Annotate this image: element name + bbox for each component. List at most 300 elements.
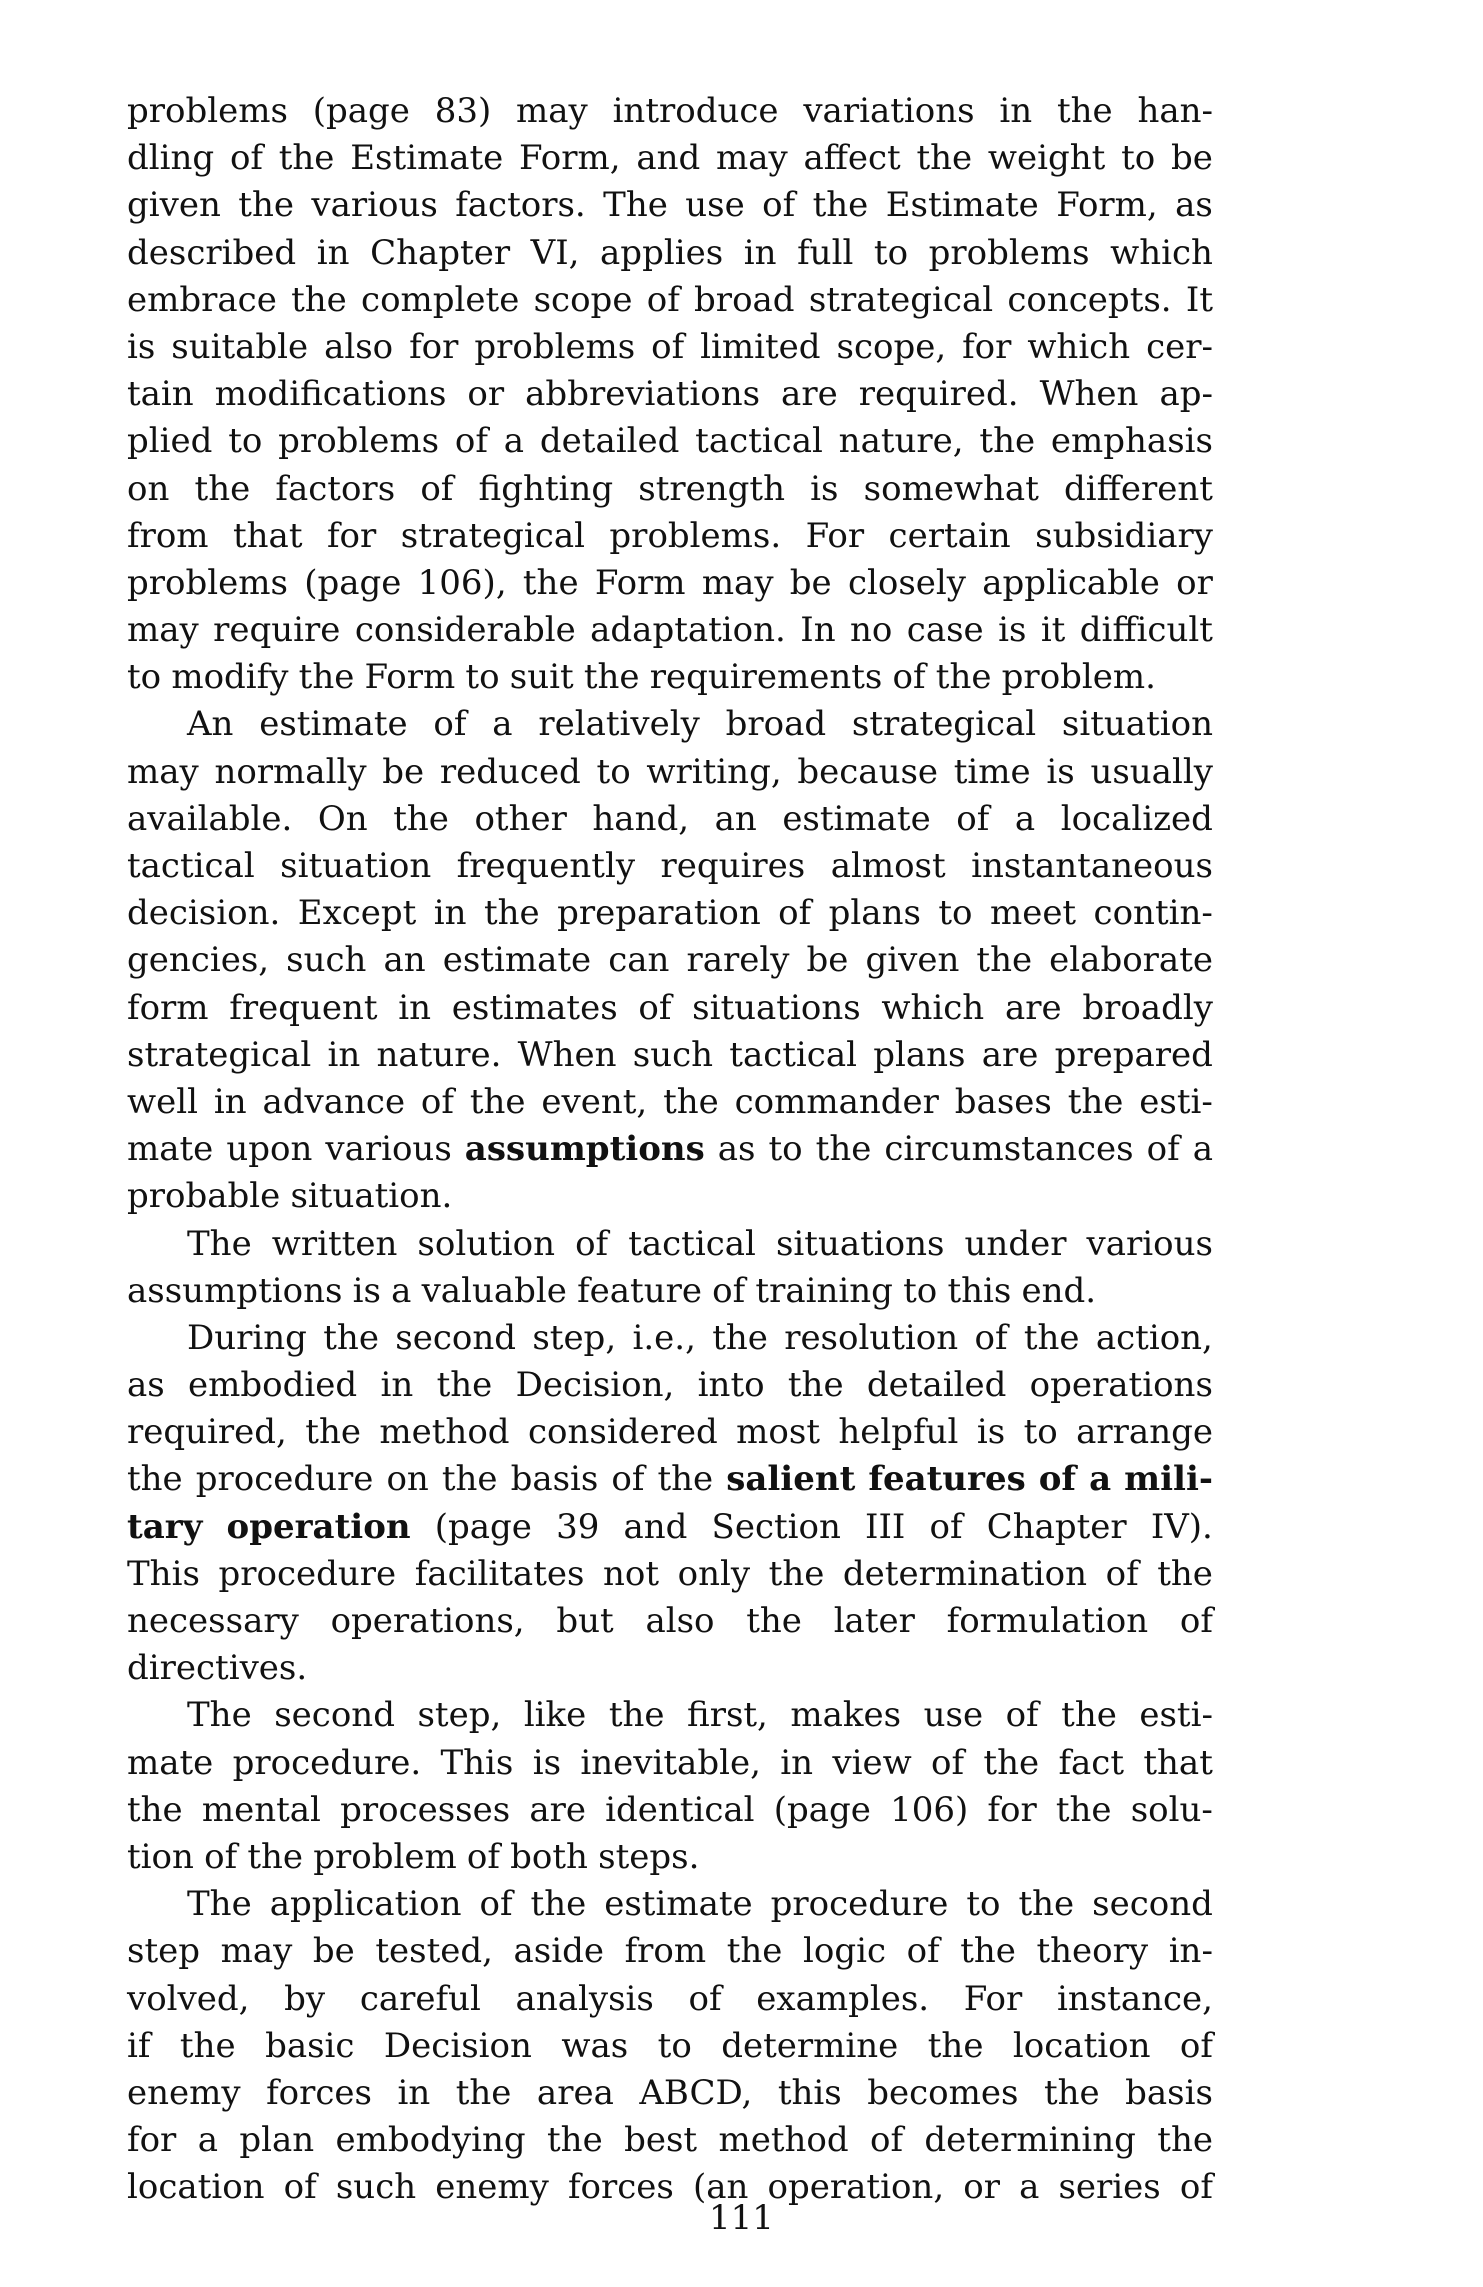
word: Form, (1056, 185, 1158, 226)
word: elaborate (1049, 940, 1213, 981)
word: method (718, 2120, 849, 2161)
word: operations, (330, 1601, 525, 1641)
text-line (127, 1409, 1213, 1456)
word: end. (1021, 1270, 1097, 1311)
word: processes (340, 1789, 511, 1830)
word: are (529, 1789, 587, 1830)
word: in (213, 1081, 247, 1122)
word: Form (364, 657, 456, 698)
word: of (283, 2167, 317, 2208)
word: the (194, 468, 251, 509)
word: cer- (1146, 326, 1213, 367)
text-line (127, 324, 1213, 371)
word: forces (266, 2072, 372, 2113)
word: is (532, 1742, 562, 1783)
word: the (583, 657, 640, 698)
text-line (127, 843, 1213, 890)
word: circumstances (884, 1129, 1134, 1170)
paragraph (127, 88, 1213, 701)
word: facilitates (414, 1553, 585, 1594)
word: considered (527, 1412, 718, 1453)
word: as (127, 1365, 165, 1406)
text-line (127, 1928, 1213, 1975)
paragraph (127, 701, 1213, 1220)
word: writing, (646, 751, 782, 792)
text-line (127, 513, 1213, 560)
word: becomes (867, 2072, 1019, 2113)
word: almost (830, 846, 946, 886)
word: of (638, 987, 672, 1028)
word: the (436, 1365, 493, 1406)
word: reduced (439, 751, 581, 792)
text-line (127, 937, 1213, 984)
word: Chapter (370, 232, 511, 273)
word: estimate (442, 940, 592, 981)
word: are (781, 374, 838, 415)
word: which (881, 987, 985, 1028)
word: as (717, 1129, 756, 1170)
word: or (467, 374, 505, 415)
word: of (466, 1836, 500, 1877)
word: enemy (435, 2167, 549, 2208)
word: for (127, 2120, 177, 2161)
word: a (1019, 2167, 1040, 2208)
text-line (127, 1881, 1213, 1928)
word: may (127, 751, 199, 792)
word: that (233, 515, 303, 556)
word: other (474, 798, 567, 839)
word: instance, (1056, 1978, 1213, 2019)
text-line (127, 890, 1213, 937)
word: directives. (127, 1648, 308, 1689)
word: the (547, 2120, 603, 2161)
word: tain (127, 374, 194, 415)
word: application (269, 1884, 462, 1925)
word: esti- (1139, 1695, 1213, 1736)
text-line (127, 796, 1213, 843)
word: affect (803, 138, 901, 179)
word: problem (313, 1836, 457, 1877)
word: suitable (171, 326, 309, 367)
word: the (455, 2072, 512, 2113)
word: It (1185, 279, 1213, 320)
word: procedure. (232, 1742, 422, 1783)
word: described (127, 232, 297, 273)
word: resolution (784, 1317, 959, 1358)
text-line (127, 182, 1213, 229)
word: The (603, 185, 668, 226)
word: considerable (354, 610, 576, 651)
word: the (927, 2025, 984, 2066)
word: problems (278, 421, 440, 462)
word: to (1023, 1412, 1058, 1453)
word: case (906, 610, 984, 651)
word: not (603, 1553, 660, 1594)
word: the (238, 185, 294, 226)
word: the (530, 1884, 587, 1925)
text-line (127, 277, 1213, 324)
word: the (657, 1459, 714, 1500)
text-line (127, 135, 1213, 182)
word: dling (127, 138, 215, 179)
word: Estimate (885, 185, 1039, 226)
word: best (624, 2120, 698, 2161)
word: When (1039, 374, 1139, 415)
word: in (380, 1365, 414, 1406)
text-line (127, 1692, 1213, 1739)
word: the (935, 657, 992, 698)
word: plans (828, 893, 921, 934)
word: situation. (290, 1176, 453, 1217)
word: An (187, 704, 234, 745)
word: helpful (838, 1412, 959, 1453)
word: like (523, 1695, 587, 1736)
word: frequently (456, 846, 636, 886)
text-line (127, 466, 1213, 513)
word: tactical (729, 1034, 857, 1075)
word: the (291, 279, 347, 320)
word: operation, (767, 2167, 945, 2208)
text-line (127, 1504, 1213, 1551)
text-line (127, 1079, 1213, 1126)
text-line (127, 1456, 1213, 1503)
word: the (484, 893, 540, 934)
word: of (1179, 1601, 1213, 1641)
word: Estimate (350, 138, 504, 179)
word: procedure (770, 1884, 949, 1925)
word: applies (600, 232, 724, 273)
word: procedure (218, 1553, 397, 1594)
word: The (187, 1884, 252, 1925)
word: preparation (557, 893, 761, 934)
word: use (685, 185, 745, 226)
word: Decision (383, 2025, 532, 2066)
word: emphasis (1050, 421, 1213, 462)
word: given (865, 940, 960, 981)
word: the (278, 138, 335, 179)
word: upon (226, 1129, 313, 1170)
word: features (868, 1459, 1026, 1500)
word: of (229, 138, 263, 179)
word: of (420, 468, 454, 509)
word: identical (605, 1789, 755, 1830)
word: for (326, 515, 377, 556)
word: ABCD, (639, 2072, 753, 2113)
text-line (127, 1787, 1213, 1834)
word: tactical (628, 1223, 756, 1264)
word: of (646, 279, 680, 320)
word: which (1110, 232, 1213, 273)
word: embodying (335, 2120, 526, 2161)
word: basis (510, 1459, 599, 1500)
word: 83) (434, 91, 492, 131)
word: the (976, 940, 1033, 981)
word: 39 (556, 1506, 600, 1547)
word: this (777, 2072, 842, 2113)
word: a (391, 1270, 412, 1311)
word: The (187, 1695, 252, 1736)
text-line (127, 1551, 1213, 1598)
word: solution (417, 1223, 555, 1264)
word: and (623, 1506, 688, 1547)
word: mate (127, 1129, 214, 1170)
word: the (608, 1695, 665, 1736)
word: formulation (946, 1601, 1149, 1641)
word: commander (734, 1081, 939, 1122)
word: theory (1036, 1931, 1149, 1972)
word: to (966, 1884, 1001, 1925)
text-line (127, 2070, 1213, 2117)
word: On (317, 798, 368, 839)
word: embodied (188, 1365, 358, 1406)
text-line (127, 88, 1213, 135)
word: solu- (1130, 1789, 1213, 1830)
word: situation (1061, 704, 1213, 745)
word: problems (127, 562, 288, 603)
word: the (768, 1553, 825, 1594)
word: situations (692, 987, 861, 1028)
word: the (441, 1459, 498, 1500)
word: the (712, 1317, 768, 1358)
word: time (953, 751, 1031, 792)
word: analysis (515, 1978, 654, 2019)
word: factors. (455, 185, 586, 226)
word: 106) (890, 1789, 969, 1830)
text-line (127, 560, 1213, 607)
word: During (187, 1317, 307, 1358)
word: to (127, 657, 162, 698)
word: contin- (1093, 893, 1213, 934)
word: han- (1137, 91, 1213, 131)
word: series (1058, 2167, 1161, 2208)
word: the (815, 1129, 872, 1170)
word: or (963, 2167, 1000, 2208)
text-line (127, 1834, 1213, 1881)
word: complete (361, 279, 520, 320)
word: in- (1168, 1931, 1213, 1972)
word: of (1038, 1459, 1077, 1500)
word: fact (1058, 1742, 1125, 1783)
text-line (127, 2023, 1213, 2070)
text-line (127, 2117, 1213, 2164)
word: as (1175, 185, 1213, 226)
paragraph (127, 1881, 1213, 2211)
word: of (575, 1223, 609, 1264)
word: the (1061, 1695, 1117, 1736)
word: the (298, 657, 355, 698)
word: various (1086, 1223, 1213, 1264)
word: to (938, 893, 973, 934)
word: the (916, 138, 973, 179)
word: the (323, 1317, 379, 1358)
word: The (187, 1223, 252, 1264)
word: form (127, 987, 209, 1028)
word: various (311, 185, 438, 226)
word: different (1064, 468, 1213, 509)
word: bases (954, 1081, 1052, 1122)
word: operation (226, 1506, 411, 1547)
word: variations (803, 91, 975, 131)
word: for (962, 326, 1012, 367)
word: both (510, 1836, 588, 1877)
text-line (127, 1268, 1213, 1315)
word: training (755, 1270, 893, 1311)
word: This (440, 1742, 514, 1783)
word: inevitable, (580, 1742, 761, 1783)
text-line (127, 1598, 1213, 1645)
word: procedure (195, 1459, 374, 1500)
word: tion (127, 1836, 194, 1877)
word: concepts. (1007, 279, 1172, 320)
word: the (179, 2025, 236, 2066)
word: of (1179, 2167, 1213, 2208)
word: in (397, 2072, 431, 2113)
word: of (479, 1884, 513, 1925)
word: second (1092, 1884, 1213, 1925)
word: prepared (1054, 1034, 1213, 1075)
word: factors (275, 468, 396, 509)
word: applicable (982, 562, 1160, 603)
word: is (127, 326, 156, 367)
word: to (465, 657, 500, 698)
word: to (768, 1129, 803, 1170)
word: require (213, 610, 341, 651)
text-line (127, 1362, 1213, 1409)
word: the (1157, 2120, 1213, 2161)
word: meet (989, 893, 1077, 934)
paragraph (127, 1692, 1213, 1881)
word: abbreviations (525, 374, 761, 415)
word: well (127, 1081, 198, 1122)
word: III (865, 1506, 906, 1547)
word: the (1018, 1884, 1075, 1925)
text-line (127, 654, 1213, 701)
word: aside (513, 1931, 604, 1972)
word: basis (1125, 2072, 1213, 2113)
word: be (312, 1931, 355, 1972)
word: detailed (539, 421, 680, 462)
word: into (697, 1365, 765, 1406)
word: modifications (214, 374, 447, 415)
word: VI, (530, 232, 580, 273)
word: assumptions (464, 1129, 705, 1170)
word: 106), (417, 562, 507, 603)
text-line (127, 1645, 1213, 1692)
word: the (1157, 1553, 1213, 1594)
word: that (1143, 1742, 1213, 1783)
word: plied (127, 421, 213, 462)
word: volved, (127, 1978, 250, 2019)
word: was (561, 2025, 629, 2066)
word: estimate (782, 798, 931, 839)
page-number: 111 (709, 2198, 774, 2238)
word: method (379, 1412, 510, 1453)
word: closely (847, 562, 966, 603)
word: in (780, 1742, 814, 1783)
word: valuable (421, 1270, 567, 1311)
text-line (127, 371, 1213, 418)
word: may (220, 1931, 293, 1972)
word: on (127, 468, 170, 509)
word: are (981, 1034, 1039, 1075)
word: be (1171, 138, 1213, 179)
word: is (352, 1270, 381, 1311)
word: location (1012, 2025, 1151, 2066)
word: the (305, 1412, 361, 1453)
word: in (327, 1034, 361, 1075)
word: the (522, 562, 579, 603)
word: the (726, 1931, 783, 1972)
word: salient (726, 1459, 856, 1500)
page-body (127, 88, 1213, 2211)
word: limited (700, 326, 821, 367)
word: a (1014, 798, 1036, 839)
word: the (746, 1601, 802, 1641)
word: the (469, 1081, 526, 1122)
word: advance (262, 1081, 406, 1122)
word: to (903, 1270, 938, 1311)
word: situations (775, 1223, 945, 1264)
text-line (127, 701, 1213, 748)
word: is (976, 1412, 1006, 1453)
word: adaptation. (590, 610, 786, 651)
word: it (1040, 610, 1066, 651)
word: the (1056, 91, 1113, 131)
word: examples. (756, 1978, 930, 2019)
word: second (395, 1317, 517, 1358)
word: view (832, 1742, 912, 1783)
word: broad (694, 279, 795, 320)
word: estimate (259, 704, 408, 745)
word: to (657, 2025, 692, 2066)
word: Section (711, 1506, 841, 1547)
word: makes (790, 1695, 902, 1736)
word: can (608, 940, 670, 981)
word: probable (127, 1176, 281, 1217)
text-line (127, 230, 1213, 277)
word: strategical (851, 704, 1037, 745)
word: estimate (604, 1884, 753, 1925)
word: problems (928, 232, 1090, 273)
word: careful (359, 1978, 481, 2019)
paragraph (127, 1315, 1213, 1693)
word: of (778, 893, 812, 934)
word: written (271, 1223, 398, 1264)
word: decision. (127, 893, 281, 934)
word: may (127, 610, 199, 651)
word: for (987, 1789, 1037, 1830)
word: weight (987, 138, 1106, 179)
word: of (1105, 1553, 1139, 1594)
word: arrange (1076, 1412, 1213, 1453)
word: mili- (1124, 1459, 1213, 1500)
word: introduce (612, 91, 779, 131)
word: be (789, 562, 832, 603)
word: modify (171, 657, 289, 698)
text-line (127, 1740, 1213, 1787)
text-line (127, 607, 1213, 654)
word: (page (304, 562, 402, 603)
word: is (810, 468, 839, 509)
word: certain (888, 515, 1011, 556)
word: usually (1090, 751, 1213, 792)
word: the (812, 185, 869, 226)
word: tactical (127, 846, 255, 886)
text-line (127, 749, 1213, 796)
word: from (127, 515, 209, 556)
word: situation (280, 846, 432, 886)
word: step, (417, 1695, 502, 1736)
